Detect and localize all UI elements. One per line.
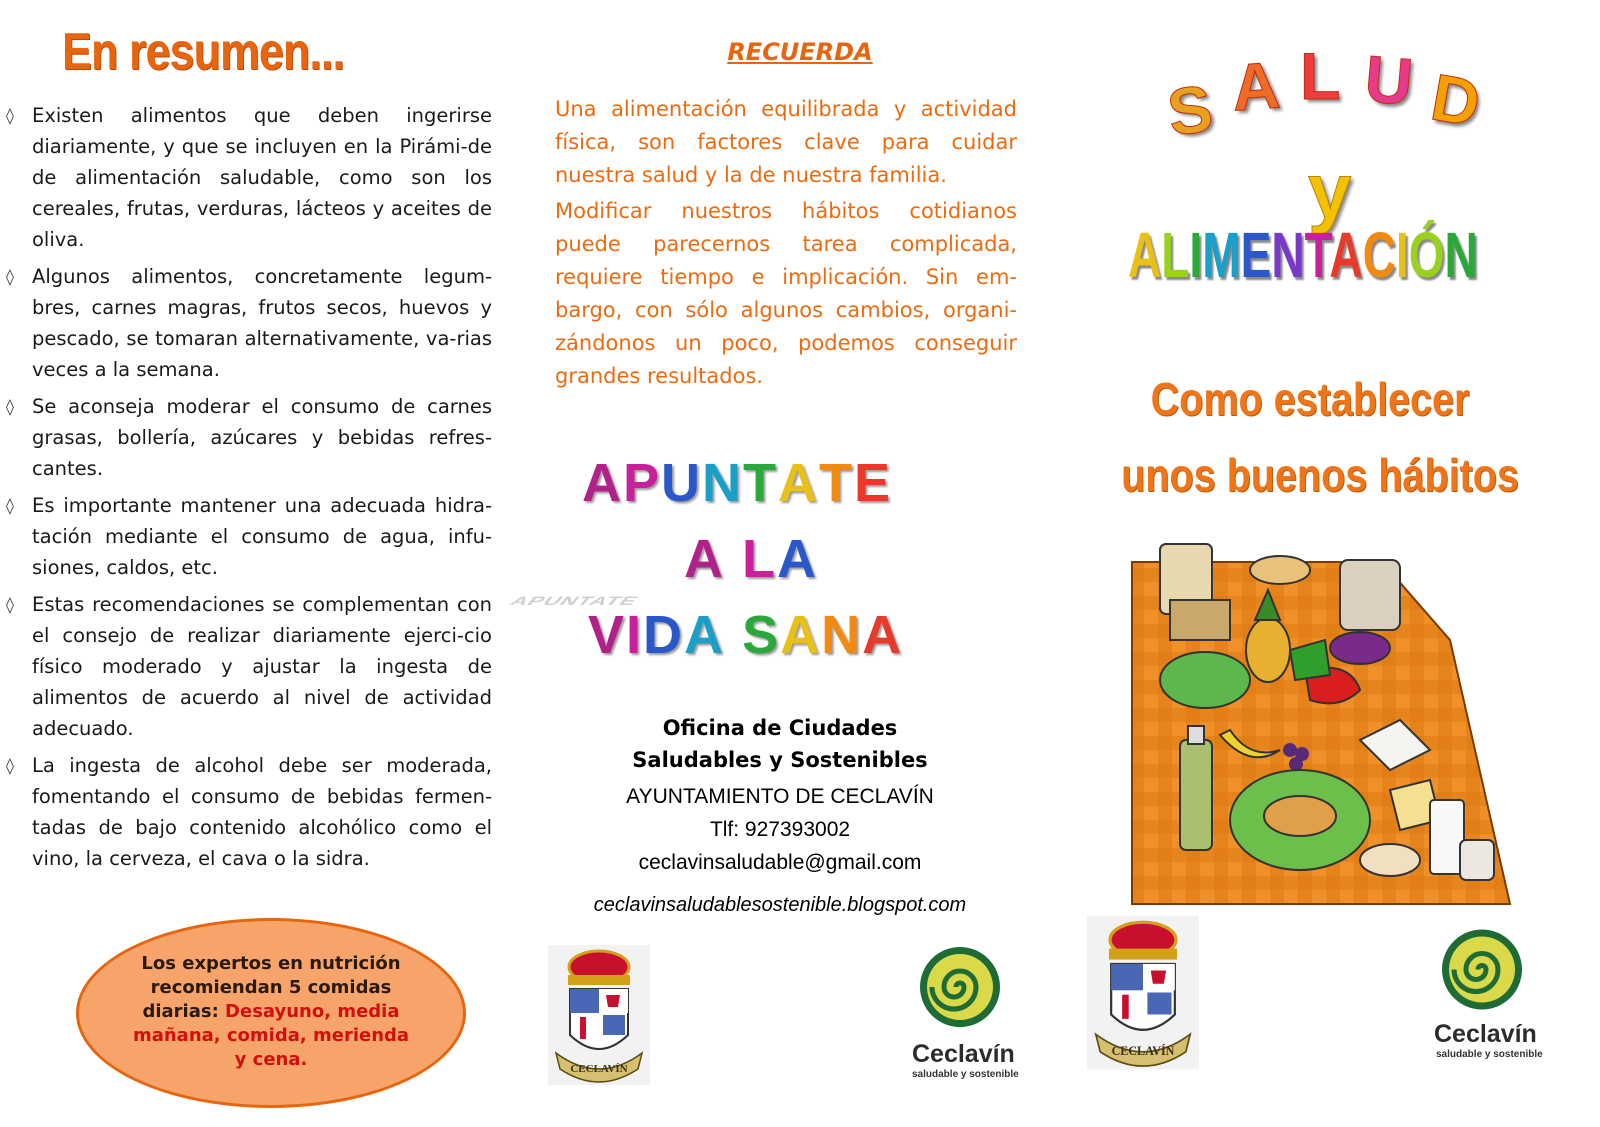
phone-number: Tlf: 927393002 — [709, 818, 851, 841]
crest-label: CECLAVÍN — [570, 1063, 628, 1075]
office-name-line2: Saludables y Sostenibles — [632, 748, 928, 772]
slogan-apuntate: APUNTATE — [582, 453, 893, 513]
slogan-vida-sana: VIDA SANA — [588, 605, 904, 665]
diamond-bullet-icon: ◊ — [6, 595, 14, 614]
diamond-bullet-icon: ◊ — [6, 496, 14, 515]
subtitle-line1: Como establecer — [1150, 373, 1470, 425]
town-hall: AYUNTAMIENTO DE CECLAVÍN — [626, 785, 934, 808]
title-alimentacion: ALIMENTACIÓN — [1128, 219, 1478, 291]
title-y: y — [1308, 147, 1352, 235]
meals-list: Desayuno, media mañana, comida, merienda y cena. — [132, 1001, 410, 1070]
list-item — [6, 261, 492, 385]
paragraph-balance: Una alimentación equilibrada y actividad física, son factores clave para cuidar nuestra salud y la de nuestra familia. — [555, 97, 1017, 187]
summary-list — [6, 100, 492, 880]
bullet-text: La ingesta de alcohol debe ser moderada, fomentando el consumo de bebidas fermen-tadas de bajo contenido alcohólico como el vino, la cerveza, el cava o la sidra. — [32, 754, 492, 870]
logo-subtitle: saludable y sostenible — [1436, 1049, 1543, 1060]
bullet-text: Estas recomendaciones se complementan con el consejo de realizar diariamente ejerci-cio físico moderado y ajustar la ingesta de alimentos de acuerdo al nivel de actividad adecuado. — [32, 593, 492, 740]
title-salud-u: U — [1361, 41, 1416, 119]
slogan-a-la: A LA — [684, 529, 819, 589]
ceclavin-spiral-logo-icon — [910, 945, 1010, 1030]
list-item — [6, 490, 492, 583]
bullet-text: Es importante mantener una adecuada hidra-tación mediante el consumo de agua, infu-siones, caldos, etc. — [32, 494, 492, 579]
food-pyramid-illustration — [1130, 540, 1520, 908]
diamond-bullet-icon: ◊ — [6, 106, 14, 125]
bullet-text: Existen alimentos que deben ingerirse diariamente, y que se incluyen en la Pirámi-de de alimentación saludable, como son los cereales, frutas, verduras, lácteos y aceites de oliva. — [32, 104, 492, 251]
ceclavin-spiral-logo-icon — [1432, 925, 1532, 1015]
crest-icon — [1087, 915, 1199, 1070]
logo-name: Ceclavín — [1434, 1020, 1537, 1048]
slogan-shadow: APUNTATE — [506, 593, 643, 608]
list-item — [6, 391, 492, 484]
crest-icon — [548, 945, 650, 1085]
logo-name: Ceclavín — [912, 1040, 1015, 1068]
title-salud-l: L — [1300, 39, 1341, 113]
meals-text: Los expertos en nutrición recomiendan 5 comidas diarias: — [141, 953, 401, 1022]
crest-label: CECLAVÍN — [1111, 1044, 1175, 1059]
diamond-bullet-icon: ◊ — [6, 267, 14, 286]
office-name-line1: Oficina de Ciudades — [662, 716, 898, 740]
title-salud-a: A — [1229, 47, 1283, 125]
list-item — [6, 750, 492, 874]
title-salud-d: D — [1425, 59, 1486, 141]
title-salud-s: S — [1163, 70, 1217, 150]
summary-title: En resumen... — [62, 23, 345, 81]
logo-subtitle: saludable y sostenible — [912, 1069, 1019, 1080]
bullet-text: Algunos alimentos, concretamente legum-bres, carnes magras, frutos secos, huevos y pescado, se tomaran alternativamente, va-rias veces a la semana. — [32, 265, 492, 381]
subtitle-line2: unos buenos hábitos — [1121, 449, 1519, 501]
bullet-text: Se aconseja moderar el consumo de carnes grasas, bollería, azúcares y bebidas refres-cantes. — [32, 395, 492, 480]
left-panel — [0, 0, 520, 1127]
blog-url[interactable]: ceclavinsaludablesostenible.blogspot.com — [593, 894, 967, 916]
recuerda-heading: RECUERDA — [727, 38, 873, 66]
list-item — [6, 589, 492, 744]
paragraph-habits: Modificar nuestros hábitos cotidianos puede parecernos tarea complicada, requiere tiempo e implicación. Sin em-bargo, con sólo algunos cambios, organi-zándonos un poco, podemos conseguir grandes resultados. — [555, 199, 1017, 388]
email-address[interactable]: ceclavinsaludable@gmail.com — [638, 851, 922, 874]
diamond-bullet-icon: ◊ — [6, 397, 14, 416]
list-item — [6, 100, 492, 255]
diamond-bullet-icon: ◊ — [6, 756, 14, 775]
meals-recommendation — [128, 952, 414, 1072]
